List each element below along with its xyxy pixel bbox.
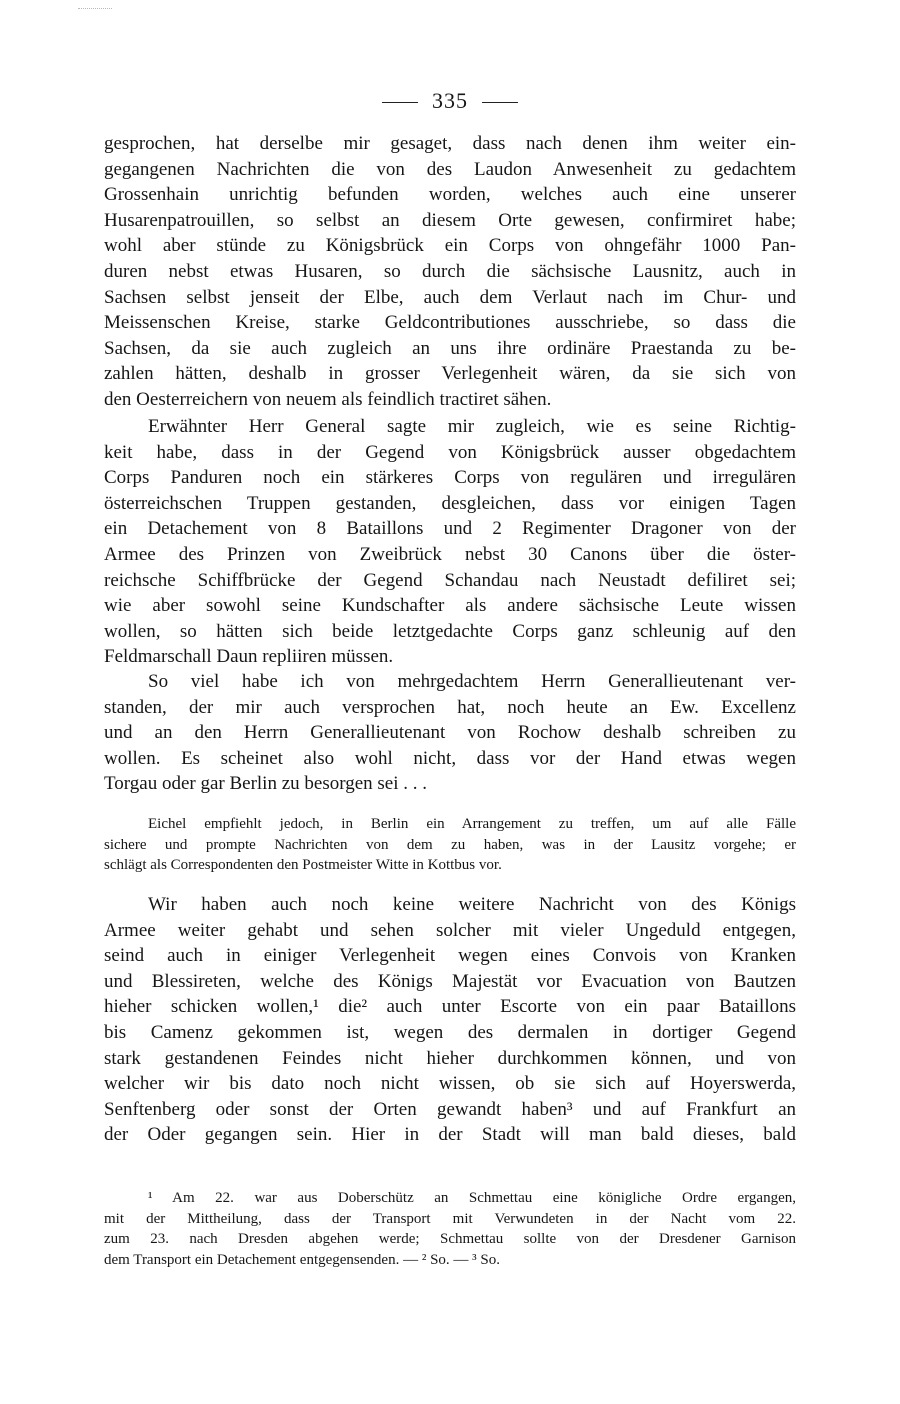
text-line: Senftenberg oder sonst der Orten gewandt haben³ und auf Frankfurt an bbox=[104, 1098, 796, 1120]
text-line: So viel habe ich von mehrgedachtem Herrn Generallieutenant ver- bbox=[148, 671, 796, 692]
paragraph-4 bbox=[104, 892, 796, 1148]
text-line: gesprochen, hat derselbe mir gesaget, dass nach denen ihm weiter ein- bbox=[104, 133, 796, 154]
text-line: wollen. Es scheinet also wohl nicht, dass vor der Hand etwas wegen bbox=[104, 747, 796, 769]
paragraph-2 bbox=[104, 414, 796, 670]
text-line: hieher schicken wollen,¹ die² auch unter Escorte von ein paar Bataillons bbox=[104, 996, 796, 1018]
text-line: Feldmarschall Daun repliiren müssen. bbox=[104, 646, 394, 668]
note-line: sichere und prompte Nachrichten von dem zu haben, was in der Lausitz vorgehe; er bbox=[104, 836, 796, 853]
text-line: Armee weiter gehabt und sehen solcher mit vieler Ungeduld entgegen, bbox=[104, 919, 796, 941]
text-line: Sachsen, da sie auch zugleich an uns ihre ordinäre Praestanda zu be- bbox=[104, 337, 796, 359]
text-line: der Oder gegangen sein. Hier in der Stadt will man bald dieses, bald bbox=[104, 1124, 796, 1146]
text-line: Sachsen selbst jenseit der Elbe, auch dem Verlaut nach im Chur- und bbox=[104, 286, 796, 308]
footnote-line: mit der Mittheilung, dass der Transport mit Verwundeten in der Nacht vom 22. bbox=[104, 1210, 796, 1227]
text-line: gegangenen Nachrichten die von des Laudon Anwesenheit zu gedachtem bbox=[104, 158, 796, 180]
text-line: und an den Herrn Generallieutenant von Rochow deshalb schreiben zu bbox=[104, 722, 796, 744]
page-header bbox=[0, 86, 900, 116]
paragraph-1 bbox=[104, 131, 796, 413]
text-line: bis Camenz gekommen ist, wegen des dermalen in dortiger Gegend bbox=[104, 1021, 796, 1043]
page-number: 335 bbox=[432, 88, 468, 113]
text-line: Armee des Prinzen von Zweibrück nebst 30 Canons über die öster- bbox=[104, 543, 796, 565]
text-line: standen, der mir auch versprochen hat, noch heute an Ew. Excellenz bbox=[104, 696, 796, 718]
note-line: schlägt als Correspondenten den Postmeister Witte in Kottbus vor. bbox=[104, 857, 502, 873]
text-line: Meissenschen Kreise, starke Geldcontributiones ausschriebe, so dass die bbox=[104, 312, 796, 334]
text-line: stark gestandenen Feindes nicht hieher durchkommen können, und von bbox=[104, 1047, 796, 1069]
text-line: Corps Panduren noch ein stärkeres Corps von regulären und irregulären bbox=[104, 467, 796, 489]
text-line: Grossenhain unrichtig befunden worden, welches auch eine unserer bbox=[104, 184, 796, 206]
header-dash-left bbox=[382, 102, 418, 103]
editorial-note bbox=[104, 814, 796, 876]
footnotes bbox=[104, 1188, 796, 1270]
scan-speck bbox=[78, 8, 112, 10]
text-line: den Oesterreichern von neuem als feindlich tractiret sähen. bbox=[104, 388, 552, 410]
text-line: Erwähnter Herr General sagte mir zugleich, wie es seine Richtig- bbox=[148, 416, 796, 437]
text-line: duren nebst etwas Husaren, so durch die sächsische Lausnitz, auch in bbox=[104, 260, 796, 282]
text-line: wohl aber stünde zu Königsbrück ein Corps von ohngefähr 1000 Pan- bbox=[104, 235, 796, 257]
text-line: wollen, so hätten sich beide letztgedachte Corps ganz schleunig auf den bbox=[104, 620, 796, 642]
text-line: Wir haben auch noch keine weitere Nachricht von des Königs bbox=[148, 894, 796, 915]
text-line: österreichschen Truppen gestanden, desgleichen, dass vor einigen Tagen bbox=[104, 492, 796, 514]
text-line: Husarenpatrouillen, so selbst an diesem Orte gewesen, confirmiret habe; bbox=[104, 209, 796, 231]
header-dash-right bbox=[482, 102, 518, 103]
text-line: ein Detachement von 8 Bataillons und 2 Regimenter Dragoner von der bbox=[104, 518, 796, 540]
text-line: zahlen hätten, deshalb in grosser Verlegenheit wären, da sie sich von bbox=[104, 363, 796, 385]
text-line: Torgau oder gar Berlin zu besorgen sei . . . bbox=[104, 773, 427, 795]
text-line: wie aber sowohl seine Kundschafter als andere sächsische Leute wissen bbox=[104, 595, 796, 617]
paragraph-3 bbox=[104, 669, 796, 797]
text-line: reichsche Schiffbrücke der Gegend Schandau nach Neustadt defiliret sei; bbox=[104, 569, 796, 591]
footnote-line: zum 23. nach Dresden abgehen werde; Schmettau sollte von der Dresdener Garnison bbox=[104, 1231, 796, 1247]
text-line: keit habe, dass in der Gegend von Königsbrück ausser obgedachtem bbox=[104, 441, 796, 463]
footnote-line: dem Transport ein Detachement entgegensenden. — ² So. — ³ So. bbox=[104, 1251, 501, 1268]
text-line: und Blessireten, welche des Königs Majestät vor Evacuation von Bautzen bbox=[104, 970, 796, 992]
footnote-line: ¹ Am 22. war aus Doberschütz an Schmettau eine königliche Ordre ergangen, bbox=[148, 1190, 796, 1206]
text-line: seind auch in einiger Verlegenheit wegen eines Convois von Kranken bbox=[104, 945, 796, 967]
note-line: Eichel empfiehlt jedoch, in Berlin ein Arrangement zu treffen, um auf alle Fälle bbox=[148, 816, 796, 832]
text-line: welcher wir bis dato noch nicht wissen, ob sie sich auf Hoyerswerda, bbox=[104, 1073, 796, 1095]
